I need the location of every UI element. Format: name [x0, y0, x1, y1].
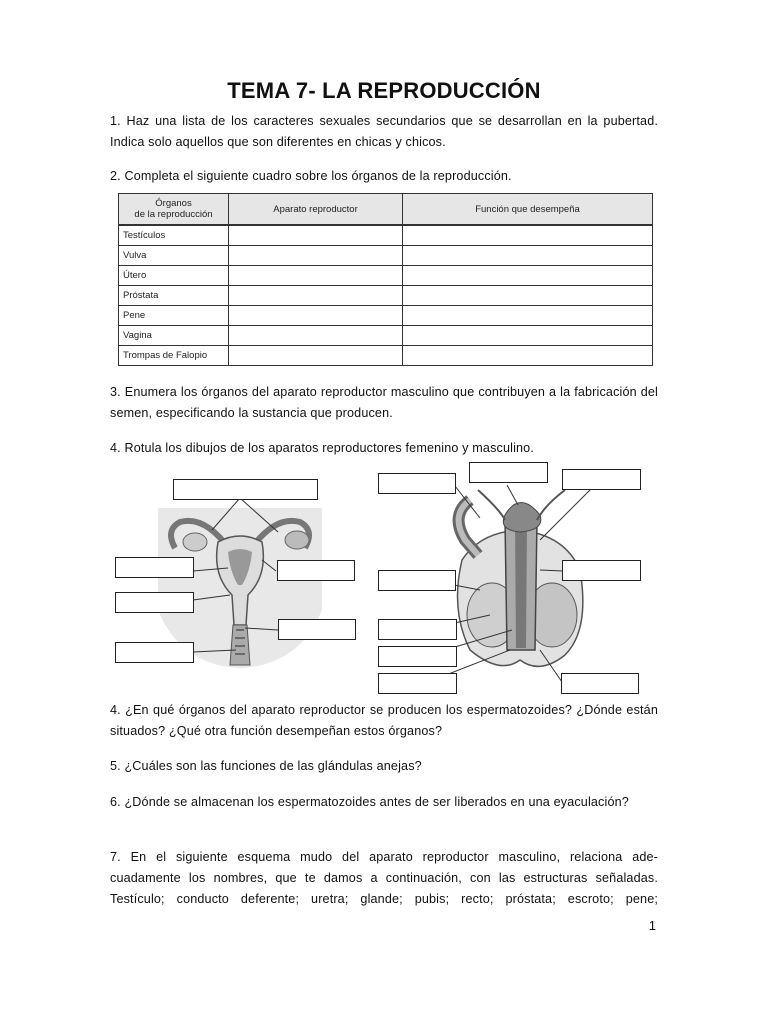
- label-box[interactable]: [378, 673, 457, 694]
- label-box[interactable]: [378, 646, 457, 667]
- label-box[interactable]: [278, 619, 356, 640]
- answer-cell[interactable]: [403, 346, 653, 366]
- answer-cell[interactable]: [229, 246, 403, 266]
- answer-cell[interactable]: [403, 326, 653, 346]
- table-header-row: [119, 194, 653, 226]
- table-header-system: Aparato reproductor: [229, 194, 403, 226]
- label-box[interactable]: [469, 462, 548, 483]
- table-row: [119, 246, 653, 266]
- label-box[interactable]: [378, 619, 457, 640]
- question-1: 1. Haz una lista de los caracteres sexuales secundarios que se desarrollan en la pubertad. Indica solo aquellos que son diferentes en chicas y chicos.: [110, 114, 658, 149]
- answer-cell[interactable]: [403, 266, 653, 286]
- answer-cell[interactable]: [403, 306, 653, 326]
- table-row: [119, 266, 653, 286]
- label-box[interactable]: [378, 570, 456, 591]
- answer-cell[interactable]: [403, 246, 653, 266]
- label-box[interactable]: [562, 560, 641, 581]
- organ-name: Vulva: [119, 246, 229, 266]
- answer-cell[interactable]: [403, 286, 653, 306]
- answer-cell[interactable]: [229, 225, 403, 246]
- organ-name: Vagina: [119, 326, 229, 346]
- organ-name: Próstata: [119, 286, 229, 306]
- label-box[interactable]: [562, 469, 641, 490]
- question-6: 5. ¿Cuáles son las funciones de las glándulas anejas?: [110, 759, 422, 773]
- table-row: [119, 286, 653, 306]
- organ-name: Útero: [119, 266, 229, 286]
- table-row: [119, 306, 653, 326]
- question-3: 3. Enumera los órganos del aparato reproductor masculino que contribuyen a la fabricación del semen, especificando la sustancia que producen.: [110, 385, 658, 420]
- page-number: 1: [648, 918, 656, 933]
- answer-cell[interactable]: [229, 306, 403, 326]
- question-7: 6. ¿Dónde se almacenan los espermatozoides antes de ser liberados en una eyaculación?: [110, 795, 629, 809]
- answer-cell[interactable]: [229, 326, 403, 346]
- answer-cell[interactable]: [403, 225, 653, 246]
- label-box[interactable]: [115, 642, 194, 663]
- label-box[interactable]: [115, 592, 194, 613]
- question-2: 2. Completa el siguiente cuadro sobre los órganos de la reproducción.: [110, 169, 512, 183]
- page-title: TEMA 7- LA REPRODUCCIÓN: [227, 78, 541, 103]
- organ-name: Trompas de Falopio: [119, 346, 229, 366]
- table-row: [119, 326, 653, 346]
- table-header-organs: Órganos de la reproducción: [119, 194, 229, 226]
- label-box[interactable]: [277, 560, 355, 581]
- table-row: [119, 225, 653, 246]
- answer-cell[interactable]: [229, 286, 403, 306]
- label-box[interactable]: [115, 557, 194, 578]
- table-header-function: Función que desempeña: [403, 194, 653, 226]
- organ-name: Testículos: [119, 225, 229, 246]
- question-8-line-2: cuadamente los nombres, que te damos a continuación, con las estructuras señaladas.: [110, 871, 658, 885]
- answer-cell[interactable]: [229, 346, 403, 366]
- organ-name: Pene: [119, 306, 229, 326]
- question-8-line-1: 7. En el siguiente esquema mudo del aparato reproductor masculino, relaciona ade-: [110, 850, 658, 864]
- label-box[interactable]: [378, 473, 456, 494]
- answer-cell[interactable]: [229, 266, 403, 286]
- table-row: [119, 346, 653, 366]
- question-4: 4. Rotula los dibujos de los aparatos reproductores femenino y masculino.: [110, 441, 534, 455]
- question-5: 4. ¿En qué órganos del aparato reproductor se producen los espermatozoides? ¿Dónde están situados? ¿Qué otra función desempeñan estos órganos?: [110, 703, 658, 738]
- reproductive-diagrams: [0, 460, 768, 700]
- question-8-line-3: Testículo; conducto deferente; uretra; glande; pubis; recto; próstata; escroto; pene;: [110, 892, 658, 906]
- label-box[interactable]: [561, 673, 639, 694]
- label-box[interactable]: [173, 479, 318, 500]
- organs-table: [118, 193, 653, 366]
